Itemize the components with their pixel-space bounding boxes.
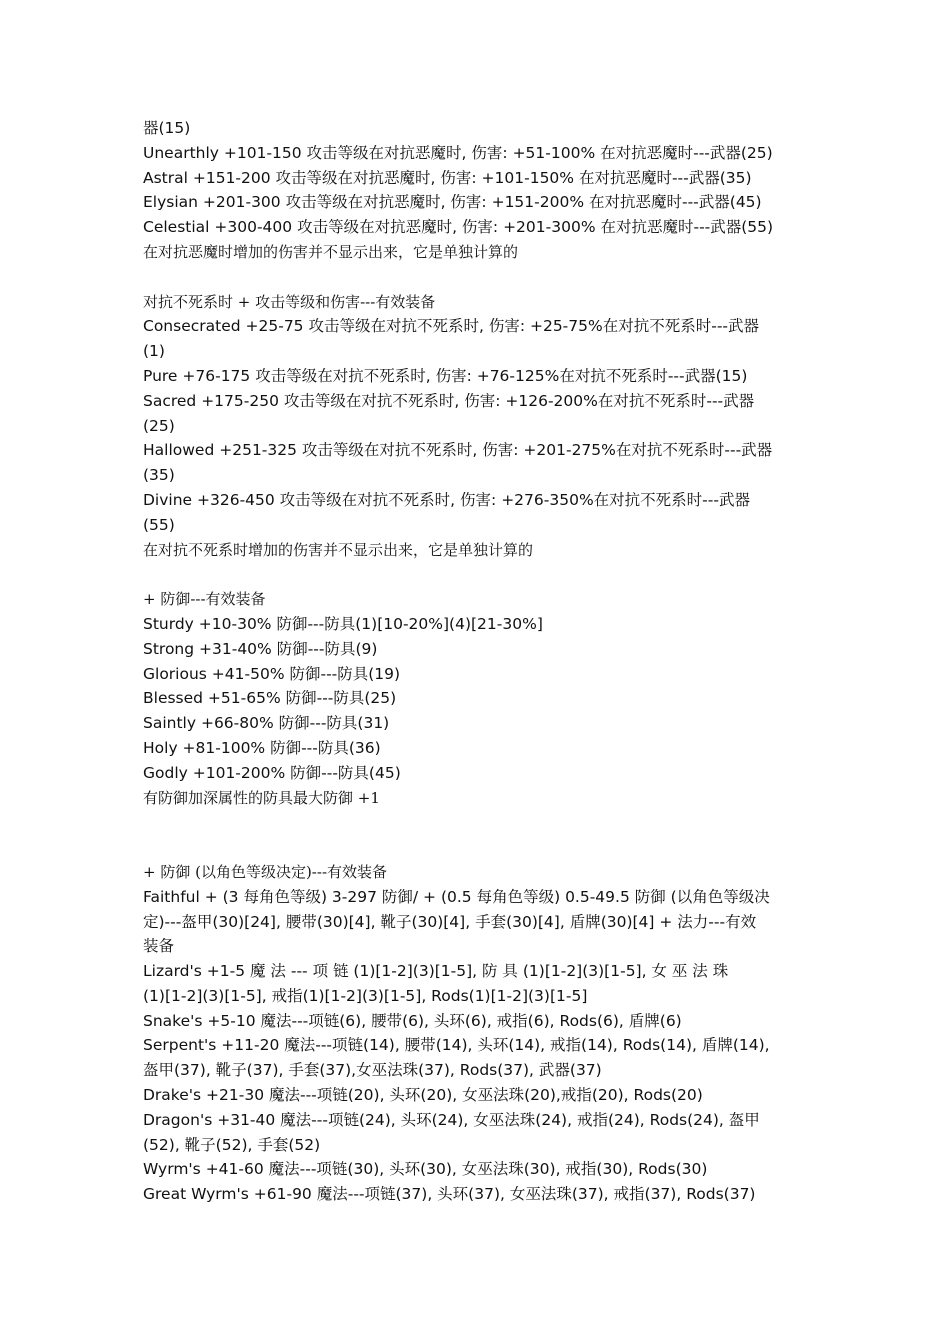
text-line: (35)	[143, 466, 175, 485]
blank-line	[143, 562, 809, 587]
text-line: Sacred +175-250 攻击等级在对抗不死系时, 伤害: +126-200%在对抗不死系时---武器	[143, 391, 755, 410]
text-line: (25)	[143, 416, 175, 435]
text-line: Celestial +300-400 攻击等级在对抗恶魔时, 伤害: +201-300% 在对抗恶魔时---武器(55)	[143, 218, 774, 237]
section-note: 有防御加深属性的防具最大防御 +1	[143, 788, 380, 807]
text-line: Consecrated +25-75 攻击等级在对抗不死系时, 伤害: +25-75%在对抗不死系时---武器	[143, 317, 760, 336]
text-line: Faithful + (3 每角色等级) 3-297 防御/ + (0.5 每角色等级) 0.5-49.5 防御 (以角色等级决	[143, 887, 770, 906]
section-note: 在对抗恶魔时增加的伤害并不显示出来，它是单独计算的	[143, 242, 519, 261]
text-line: Serpent's +11-20 魔法---项链(14), 腰带(14), 头环(14), 戒指(14), Rods(14), 盾牌(14),	[143, 1036, 770, 1055]
section-heading: 对抗不死系时 + 攻击等级和伤害---有效装备	[143, 292, 436, 311]
text-line: Great Wyrm's +61-90 魔法---项链(37), 头环(37), 女巫法珠(37), 戒指(37), Rods(37)	[143, 1185, 756, 1204]
text-line: Astral +151-200 攻击等级在对抗恶魔时, 伤害: +101-150% 在对抗恶魔时---武器(35)	[143, 168, 752, 187]
section-heading: + 防御---有效装备	[143, 590, 266, 609]
document-page	[143, 116, 809, 1207]
text-line: (52), 靴子(52), 手套(52)	[143, 1135, 321, 1154]
text-line: Wyrm's +41-60 魔法---项链(30), 头环(30), 女巫法珠(30), 戒指(30), Rods(30)	[143, 1160, 708, 1179]
text-line: Snake's +5-10 魔法---项链(6), 腰带(6), 头环(6), 戒指(6), Rods(6), 盾牌(6)	[143, 1011, 682, 1030]
text-line: Saintly +66-80% 防御---防具(31)	[143, 714, 390, 733]
section-level-defense	[143, 860, 809, 1207]
section-undead	[143, 290, 809, 563]
section-evil	[143, 116, 809, 265]
text-line: 器(15)	[143, 119, 191, 137]
text-line: Blessed +51-65% 防御---防具(25)	[143, 689, 397, 708]
blank-lines	[143, 810, 809, 860]
text-line: (1)[1-2](3)[1-5], 戒指(1)[1-2](3)[1-5], Rods(1)[1-2](3)[1-5]	[143, 986, 588, 1005]
text-line: (55)	[143, 515, 175, 534]
text-line: Elysian +201-300 攻击等级在对抗恶魔时, 伤害: +151-200% 在对抗恶魔时---武器(45)	[143, 193, 762, 212]
section-heading: + 防御 (以角色等级决定)---有效装备	[143, 862, 388, 881]
section-defense	[143, 587, 809, 810]
text-line: Godly +101-200% 防御---防具(45)	[143, 763, 401, 782]
text-line: Unearthly +101-150 攻击等级在对抗恶魔时, 伤害: +51-100% 在对抗恶魔时---武器(25)	[143, 143, 773, 162]
text-line: 定)---盔甲(30)[24], 腰带(30)[4], 靴子(30)[4], 手套(30)[4], 盾牌(30)[4] + 法力---有效	[143, 912, 757, 931]
text-line: (1)	[143, 342, 165, 361]
text-line: Holy +81-100% 防御---防具(36)	[143, 738, 381, 757]
text-line: Pure +76-175 攻击等级在对抗不死系时, 伤害: +76-125%在对抗不死系时---武器(15)	[143, 366, 748, 385]
text-line: Divine +326-450 攻击等级在对抗不死系时, 伤害: +276-350%在对抗不死系时---武器	[143, 490, 750, 509]
text-line: Glorious +41-50% 防御---防具(19)	[143, 664, 401, 683]
text-line: 盔甲(37), 靴子(37), 手套(37),女巫法珠(37), Rods(37), 武器(37)	[143, 1061, 602, 1080]
text-line: Drake's +21-30 魔法---项链(20), 头环(20), 女巫法珠(20),戒指(20), Rods(20)	[143, 1086, 703, 1105]
text-line: Lizard's +1-5 魔 法 --- 项 链 (1)[1-2](3)[1-5], 防 具 (1)[1-2](3)[1-5], 女 巫 法 珠	[143, 962, 729, 981]
section-note: 在对抗不死系时增加的伤害并不显示出来，它是单独计算的	[143, 540, 534, 559]
text-line: Strong +31-40% 防御---防具(9)	[143, 639, 378, 658]
text-line: Dragon's +31-40 魔法---项链(24), 头环(24), 女巫法珠(24), 戒指(24), Rods(24), 盔甲	[143, 1110, 760, 1129]
blank-line	[143, 265, 809, 290]
text-line: Hallowed +251-325 攻击等级在对抗不死系时, 伤害: +201-275%在对抗不死系时---武器	[143, 441, 773, 460]
text-line: Sturdy +10-30% 防御---防具(1)[10-20%](4)[21-30%]	[143, 614, 543, 633]
text-line: 装备	[143, 937, 175, 956]
